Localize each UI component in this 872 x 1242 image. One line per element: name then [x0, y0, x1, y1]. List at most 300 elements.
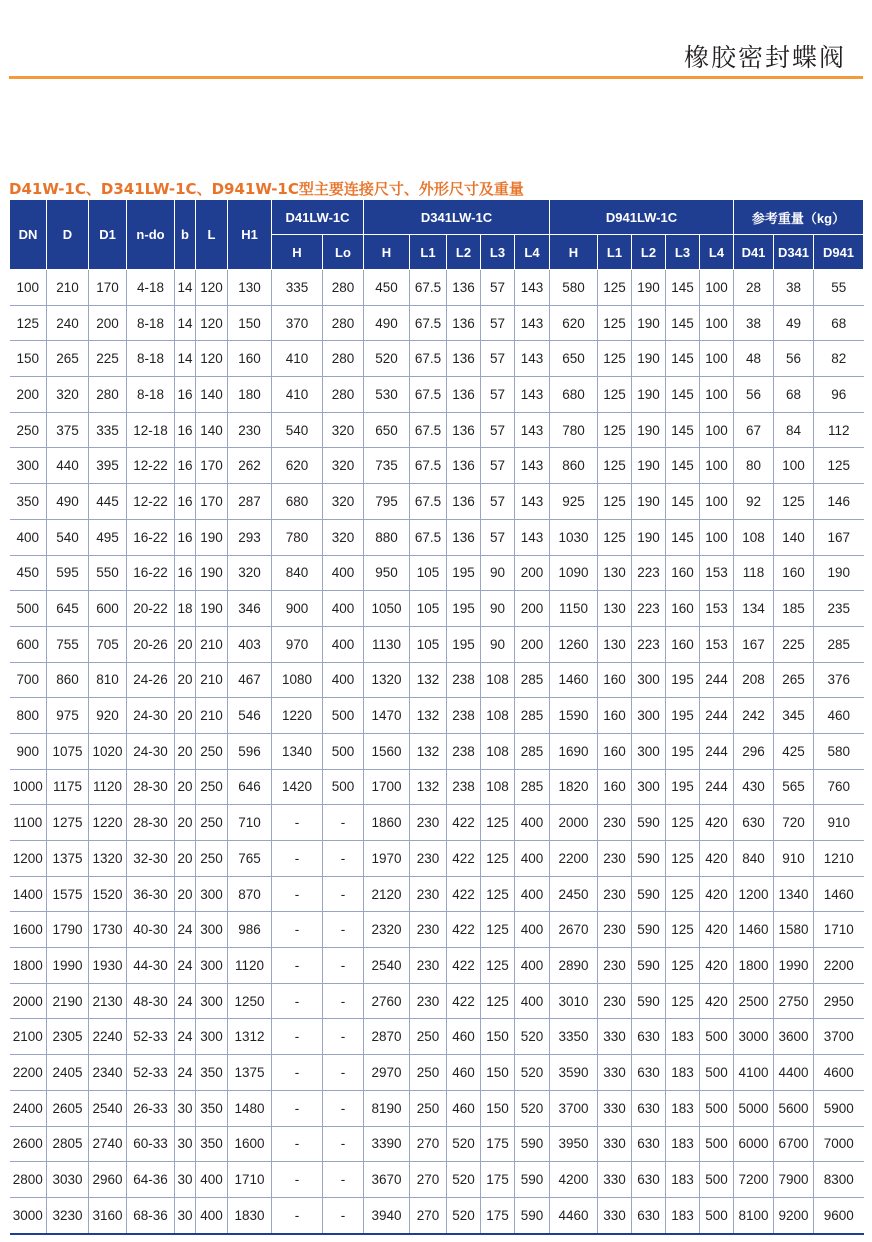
table-cell: 490	[364, 305, 410, 341]
table-cell: 160	[666, 626, 700, 662]
table-cell: 285	[515, 769, 550, 805]
table-cell: 1460	[814, 876, 864, 912]
table-cell: 3590	[550, 1055, 598, 1091]
table-cell: 210	[47, 270, 89, 306]
table-cell: 67.5	[410, 519, 447, 555]
table-cell: 3700	[550, 1090, 598, 1126]
table-cell: 67.5	[410, 305, 447, 341]
table-cell: 500	[700, 1197, 734, 1233]
table-row	[10, 983, 864, 1019]
table-cell: 600	[10, 626, 47, 662]
table-cell: 262	[228, 448, 272, 484]
table-cell: 16	[175, 412, 196, 448]
table-cell: 300	[196, 1019, 228, 1055]
table-cell: 2970	[364, 1055, 410, 1091]
table-cell: 3160	[89, 1197, 127, 1233]
table-cell: 67.5	[410, 412, 447, 448]
table-cell: 400	[323, 662, 364, 698]
table-cell: 225	[89, 341, 127, 377]
table-cell: 910	[814, 805, 864, 841]
table-cell: 67.5	[410, 484, 447, 520]
table-cell: 134	[734, 591, 774, 627]
table-cell: 230	[410, 876, 447, 912]
table-cell: 136	[447, 448, 481, 484]
table-cell: 24	[175, 912, 196, 948]
table-cell: 9600	[814, 1197, 864, 1233]
table-cell: 136	[447, 412, 481, 448]
table-cell: 125	[598, 519, 632, 555]
table-cell: 96	[814, 377, 864, 413]
table-cell: 1700	[364, 769, 410, 805]
table-cell: 1020	[89, 733, 127, 769]
table-cell: 8-18	[127, 305, 175, 341]
table-row	[10, 1055, 864, 1091]
table-row	[10, 519, 864, 555]
table-cell: 108	[734, 519, 774, 555]
table-cell: 2190	[47, 983, 89, 1019]
table-cell: 136	[447, 270, 481, 306]
table-cell: 1580	[774, 912, 814, 948]
table-cell: 330	[598, 1019, 632, 1055]
table-cell: 1600	[228, 1126, 272, 1162]
table-cell: 2400	[10, 1090, 47, 1126]
table-cell: 80	[734, 448, 774, 484]
table-cell: 195	[447, 555, 481, 591]
table-cell: 296	[734, 733, 774, 769]
table-cell: 90	[481, 626, 515, 662]
table-cell: 143	[515, 341, 550, 377]
table-cell: 580	[814, 733, 864, 769]
table-cell: 16	[175, 377, 196, 413]
table-cell: 145	[666, 519, 700, 555]
table-cell: 140	[774, 519, 814, 555]
table-cell: -	[323, 912, 364, 948]
table-cell: 190	[632, 519, 666, 555]
table-cell: 520	[447, 1197, 481, 1233]
table-cell: 1710	[814, 912, 864, 948]
table-cell: 400	[515, 841, 550, 877]
table-cell: 400	[515, 983, 550, 1019]
table-cell: 2600	[10, 1126, 47, 1162]
table-cell: 900	[10, 733, 47, 769]
table-cell: 132	[410, 662, 447, 698]
table-cell: 57	[481, 341, 515, 377]
table-cell: 57	[481, 412, 515, 448]
table-cell: 1220	[272, 698, 323, 734]
table-cell: 400	[515, 948, 550, 984]
table-cell: 145	[666, 448, 700, 484]
table-cell: 30	[175, 1090, 196, 1126]
table-cell: 300	[196, 948, 228, 984]
table-cell: 132	[410, 698, 447, 734]
table-row	[10, 270, 864, 306]
table-cell: 132	[410, 733, 447, 769]
table-cell: 167	[814, 519, 864, 555]
table-cell: 500	[323, 769, 364, 805]
table-cell: 540	[47, 519, 89, 555]
table-cell: 346	[228, 591, 272, 627]
table-cell: 420	[700, 841, 734, 877]
table-cell: 500	[700, 1126, 734, 1162]
table-cell: 52-33	[127, 1019, 175, 1055]
table-cell: 190	[632, 448, 666, 484]
table-cell: 14	[175, 341, 196, 377]
table-cell: 200	[515, 626, 550, 662]
table-cell: 270	[410, 1197, 447, 1233]
header-row-top	[10, 200, 864, 235]
table-cell: 500	[10, 591, 47, 627]
table-cell: 1990	[774, 948, 814, 984]
table-cell: 840	[734, 841, 774, 877]
table-cell: 400	[515, 805, 550, 841]
table-cell: 125	[481, 948, 515, 984]
table-cell: 4400	[774, 1055, 814, 1091]
table-cell: 190	[814, 555, 864, 591]
table-cell: 3390	[364, 1126, 410, 1162]
table-cell: 1200	[10, 841, 47, 877]
table-cell: 195	[666, 662, 700, 698]
table-cell: 330	[598, 1126, 632, 1162]
table-cell: 335	[272, 270, 323, 306]
table-cell: 460	[447, 1090, 481, 1126]
table-cell: 320	[323, 519, 364, 555]
table-cell: 500	[323, 698, 364, 734]
table-cell: 420	[700, 876, 734, 912]
table-cell: 160	[228, 341, 272, 377]
table-cell: 350	[10, 484, 47, 520]
table-cell: 150	[10, 341, 47, 377]
col-header: L	[196, 200, 228, 270]
table-cell: 125	[666, 912, 700, 948]
table-row	[10, 412, 864, 448]
table-cell: 190	[632, 484, 666, 520]
table-cell: 975	[47, 698, 89, 734]
table-cell: 60-33	[127, 1126, 175, 1162]
table-cell: 20	[175, 769, 196, 805]
table-cell: 210	[196, 662, 228, 698]
table-cell: 375	[47, 412, 89, 448]
table-cell: 9200	[774, 1197, 814, 1233]
table-cell: 880	[364, 519, 410, 555]
table-cell: 425	[774, 733, 814, 769]
table-cell: 350	[196, 1126, 228, 1162]
table-cell: -	[323, 1055, 364, 1091]
table-cell: 1375	[47, 841, 89, 877]
table-cell: 3030	[47, 1162, 89, 1198]
table-cell: 780	[550, 412, 598, 448]
table-cell: -	[272, 983, 323, 1019]
table-cell: 230	[410, 912, 447, 948]
table-cell: 200	[10, 377, 47, 413]
table-cell: 105	[410, 626, 447, 662]
table-cell: 590	[515, 1126, 550, 1162]
table-caption: D41W-1C、D341LW-1C、D941W-1C型主要连接尺寸、外形尺寸及重量	[9, 180, 524, 198]
table-cell: 244	[700, 733, 734, 769]
table-cell: -	[323, 1197, 364, 1233]
table-cell: 190	[196, 591, 228, 627]
table-cell: 67.5	[410, 448, 447, 484]
table-cell: 450	[10, 555, 47, 591]
table-cell: 160	[598, 698, 632, 734]
table-cell: 195	[447, 591, 481, 627]
table-cell: 300	[632, 769, 666, 805]
table-cell: 7900	[774, 1162, 814, 1198]
table-cell: 24-30	[127, 733, 175, 769]
sub-col-header: D341	[774, 235, 814, 270]
table-cell: 860	[47, 662, 89, 698]
table-cell: 20	[175, 662, 196, 698]
sub-col-header: L4	[700, 235, 734, 270]
table-cell: 145	[666, 484, 700, 520]
table-cell: 240	[47, 305, 89, 341]
table-cell: 986	[228, 912, 272, 948]
table-cell: 130	[598, 591, 632, 627]
table-cell: 2870	[364, 1019, 410, 1055]
table-cell: 190	[196, 555, 228, 591]
table-cell: 36-30	[127, 876, 175, 912]
table-row	[10, 841, 864, 877]
table-cell: 130	[598, 555, 632, 591]
table-cell: 680	[550, 377, 598, 413]
table-cell: 546	[228, 698, 272, 734]
table-cell: 580	[550, 270, 598, 306]
table-cell: 150	[481, 1055, 515, 1091]
table-cell: 125	[481, 841, 515, 877]
table-cell: 143	[515, 377, 550, 413]
table-cell: 2305	[47, 1019, 89, 1055]
table-cell: 20-22	[127, 591, 175, 627]
table-cell: 520	[515, 1055, 550, 1091]
table-cell: 590	[632, 912, 666, 948]
table-cell: 183	[666, 1197, 700, 1233]
table-cell: 300	[196, 876, 228, 912]
table-cell: 100	[700, 305, 734, 341]
table-cell: 14	[175, 305, 196, 341]
table-cell: 140	[196, 412, 228, 448]
table-row	[10, 876, 864, 912]
table-cell: -	[323, 805, 364, 841]
table-cell: 125	[666, 876, 700, 912]
table-cell: 870	[228, 876, 272, 912]
table-cell: 100	[774, 448, 814, 484]
table-cell: 320	[323, 412, 364, 448]
table-cell: -	[272, 1162, 323, 1198]
table-cell: 150	[481, 1090, 515, 1126]
table-cell: 400	[10, 519, 47, 555]
table-row	[10, 1126, 864, 1162]
table-row	[10, 377, 864, 413]
table-cell: 230	[598, 876, 632, 912]
table-cell: 755	[47, 626, 89, 662]
table-cell: 760	[814, 769, 864, 805]
table-cell: 287	[228, 484, 272, 520]
table-cell: 2130	[89, 983, 127, 1019]
table-cell: 125	[598, 412, 632, 448]
table-cell: 1830	[228, 1197, 272, 1233]
table-cell: 400	[323, 555, 364, 591]
table-cell: 403	[228, 626, 272, 662]
table-cell: 143	[515, 519, 550, 555]
table-cell: 735	[364, 448, 410, 484]
table-cell: 225	[774, 626, 814, 662]
table-cell: 49	[774, 305, 814, 341]
table-cell: 1560	[364, 733, 410, 769]
table-cell: 175	[481, 1126, 515, 1162]
table-cell: 2200	[550, 841, 598, 877]
table-cell: 170	[89, 270, 127, 306]
table-cell: 270	[410, 1162, 447, 1198]
table-cell: 422	[447, 876, 481, 912]
table-cell: 190	[632, 270, 666, 306]
group-header: D41LW-1C	[272, 200, 364, 235]
table-cell: 646	[228, 769, 272, 805]
table-cell: 230	[598, 841, 632, 877]
table-cell: 270	[410, 1126, 447, 1162]
table-cell: 8300	[814, 1162, 864, 1198]
table-row	[10, 1197, 864, 1233]
table-cell: 550	[89, 555, 127, 591]
table-cell: 125	[481, 912, 515, 948]
table-cell: 100	[700, 448, 734, 484]
col-header: n-do	[127, 200, 175, 270]
table-cell: 190	[196, 519, 228, 555]
table-cell: 183	[666, 1090, 700, 1126]
table-cell: 2760	[364, 983, 410, 1019]
table-cell: 100	[700, 484, 734, 520]
table-cell: 1375	[228, 1055, 272, 1091]
table-cell: 14	[175, 270, 196, 306]
table-cell: 520	[447, 1126, 481, 1162]
table-row	[10, 769, 864, 805]
table-cell: 410	[272, 377, 323, 413]
table-cell: 3000	[734, 1019, 774, 1055]
table-cell: -	[272, 912, 323, 948]
col-header: DN	[10, 200, 47, 270]
table-cell: 3940	[364, 1197, 410, 1233]
table-cell: -	[323, 1019, 364, 1055]
table-cell: 208	[734, 662, 774, 698]
table-cell: 700	[10, 662, 47, 698]
table-cell: 125	[666, 948, 700, 984]
table-cell: 200	[515, 591, 550, 627]
table-cell: 1090	[550, 555, 598, 591]
table-cell: 650	[364, 412, 410, 448]
table-cell: 293	[228, 519, 272, 555]
table-cell: 200	[515, 555, 550, 591]
table-cell: 185	[774, 591, 814, 627]
table-cell: 143	[515, 305, 550, 341]
table-cell: 2000	[550, 805, 598, 841]
table-cell: 16	[175, 484, 196, 520]
table-cell: 67.5	[410, 270, 447, 306]
table-cell: 230	[410, 983, 447, 1019]
table-cell: 8100	[734, 1197, 774, 1233]
table-cell: 1800	[10, 948, 47, 984]
table-cell: 68-36	[127, 1197, 175, 1233]
table-cell: 48-30	[127, 983, 175, 1019]
table-cell: 120	[196, 270, 228, 306]
table-cell: -	[272, 1019, 323, 1055]
table-row	[10, 662, 864, 698]
sub-col-header: H	[550, 235, 598, 270]
table-cell: 460	[447, 1019, 481, 1055]
table-cell: 30	[175, 1162, 196, 1198]
table-body	[10, 270, 864, 1234]
table-cell: 145	[666, 270, 700, 306]
table-cell: -	[272, 1055, 323, 1091]
table-cell: 120	[196, 341, 228, 377]
table-cell: 1930	[89, 948, 127, 984]
table-row	[10, 448, 864, 484]
table-cell: 24	[175, 983, 196, 1019]
table-cell: 125	[481, 805, 515, 841]
table-cell: 125	[666, 983, 700, 1019]
table-cell: 40-30	[127, 912, 175, 948]
table-cell: 140	[196, 377, 228, 413]
table-cell: 145	[666, 341, 700, 377]
group-header: D341LW-1C	[364, 200, 550, 235]
table-cell: 320	[323, 448, 364, 484]
table-cell: 125	[814, 448, 864, 484]
table-cell: 250	[196, 805, 228, 841]
table-cell: -	[323, 876, 364, 912]
table-cell: 8-18	[127, 377, 175, 413]
table-cell: 230	[410, 841, 447, 877]
table-cell: 925	[550, 484, 598, 520]
table-cell: 16-22	[127, 519, 175, 555]
table-cell: 244	[700, 662, 734, 698]
table-cell: 150	[481, 1019, 515, 1055]
table-row	[10, 948, 864, 984]
sub-col-header: L4	[515, 235, 550, 270]
table-cell: 112	[814, 412, 864, 448]
table-cell: 153	[700, 626, 734, 662]
table-cell: 400	[515, 876, 550, 912]
table-cell: 223	[632, 591, 666, 627]
table-cell: 1320	[364, 662, 410, 698]
table-cell: 210	[196, 626, 228, 662]
table-cell: 244	[700, 698, 734, 734]
table-cell: 1030	[550, 519, 598, 555]
table-cell: 3670	[364, 1162, 410, 1198]
table-cell: 136	[447, 341, 481, 377]
table-cell: 350	[196, 1090, 228, 1126]
table-cell: 320	[323, 484, 364, 520]
table-cell: 183	[666, 1126, 700, 1162]
table-cell: 2805	[47, 1126, 89, 1162]
table-cell: 145	[666, 412, 700, 448]
table-cell: 420	[700, 948, 734, 984]
table-cell: 1480	[228, 1090, 272, 1126]
table-cell: 143	[515, 448, 550, 484]
table-cell: 970	[272, 626, 323, 662]
table-cell: 175	[481, 1162, 515, 1198]
table-cell: 12-22	[127, 448, 175, 484]
table-cell: 590	[632, 876, 666, 912]
table-cell: 285	[515, 733, 550, 769]
table-row	[10, 626, 864, 662]
table-cell: 2200	[814, 948, 864, 984]
table-cell: 57	[481, 377, 515, 413]
table-cell: 280	[323, 341, 364, 377]
table-cell: 1130	[364, 626, 410, 662]
table-cell: 500	[700, 1019, 734, 1055]
table-cell: 520	[515, 1019, 550, 1055]
table-cell: 2000	[10, 983, 47, 1019]
sub-col-header: H	[364, 235, 410, 270]
table-cell: 195	[666, 769, 700, 805]
table-cell: 125	[598, 341, 632, 377]
